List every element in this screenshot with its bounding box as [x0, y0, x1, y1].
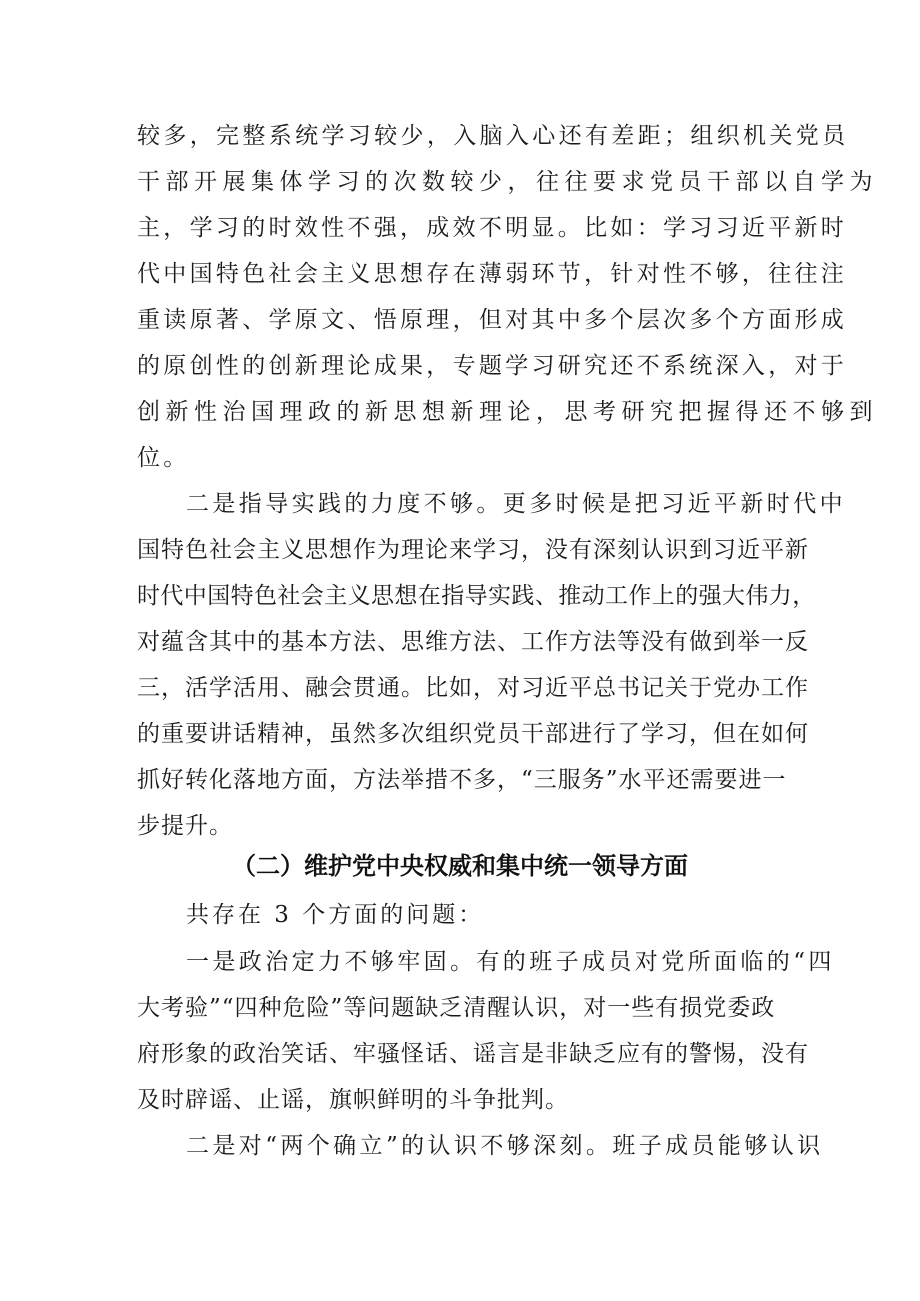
text-line: 重读原著、学原文、悟原理，但对其中多个层次多个方面形成 [137, 307, 848, 333]
text-line: 干部开展集体学习的次数较少，往往要求党员干部以自学为 [137, 169, 878, 195]
paragraph-first-line: 二是指导实践的力度不够。更多时候是把习近平新时代中 [186, 491, 846, 517]
paragraph-first-line: 一是政治定力不够牢固。有的班子成员对党所面临的“四 [186, 949, 835, 975]
section-heading: （二）维护党中央权威和集中统一领导方面 [232, 852, 688, 880]
text-line: 对蕴含其中的基本方法、思维方法、工作方法等没有做到举一反 [137, 629, 809, 655]
text-line: 主，学习的时效性不强，成效不明显。比如：学习习近平新时 [137, 215, 848, 241]
text-line: 国特色社会主义思想作为理论来学习，没有深刻认识到习近平新 [137, 537, 809, 563]
text-line: 的原创性的创新理论成果，专题学习研究还不系统深入，对于 [137, 353, 848, 379]
text-line: 大考验”“四种危险”等问题缺乏清醒认识，对一些有损党委政 [137, 995, 776, 1021]
text-line: 府形象的政治笑话、牢骚怪话、谣言是非缺乏应有的警惕，没有 [137, 1041, 809, 1067]
text-line: 代中国特色社会主义思想存在薄弱环节，针对性不够，往往注 [137, 261, 848, 287]
text-line: 创新性治国理政的新思想新理论，思考研究把握得还不够到 [137, 399, 878, 425]
text-line: 位。 [137, 445, 190, 471]
text-line: 时代中国特色社会主义思想在指导实践、推动工作上的强大伟力， [137, 583, 816, 609]
paragraph-first-line: 共存在 3 个方面的问题： [186, 902, 485, 928]
text-line: 步提升。 [137, 813, 233, 839]
text-line: 抓好转化落地方面，方法举措不多，“三服务”水平还需要进一 [137, 767, 787, 793]
paragraph-first-line: 二是对“两个确立”的认识不够深刻。班子成员能够认识 [186, 1133, 824, 1159]
text-line: 较多，完整系统学习较少，入脑入心还有差距；组织机关党员 [137, 123, 849, 149]
text-line: 的重要讲话精神，虽然多次组织党员干部进行了学习，但在如何 [137, 721, 809, 747]
text-line: 及时辟谣、止谣，旗帜鲜明的斗争批判。 [137, 1087, 569, 1113]
text-line: 三，活学活用、融会贯通。比如，对习近平总书记关于党办工作 [137, 675, 809, 701]
